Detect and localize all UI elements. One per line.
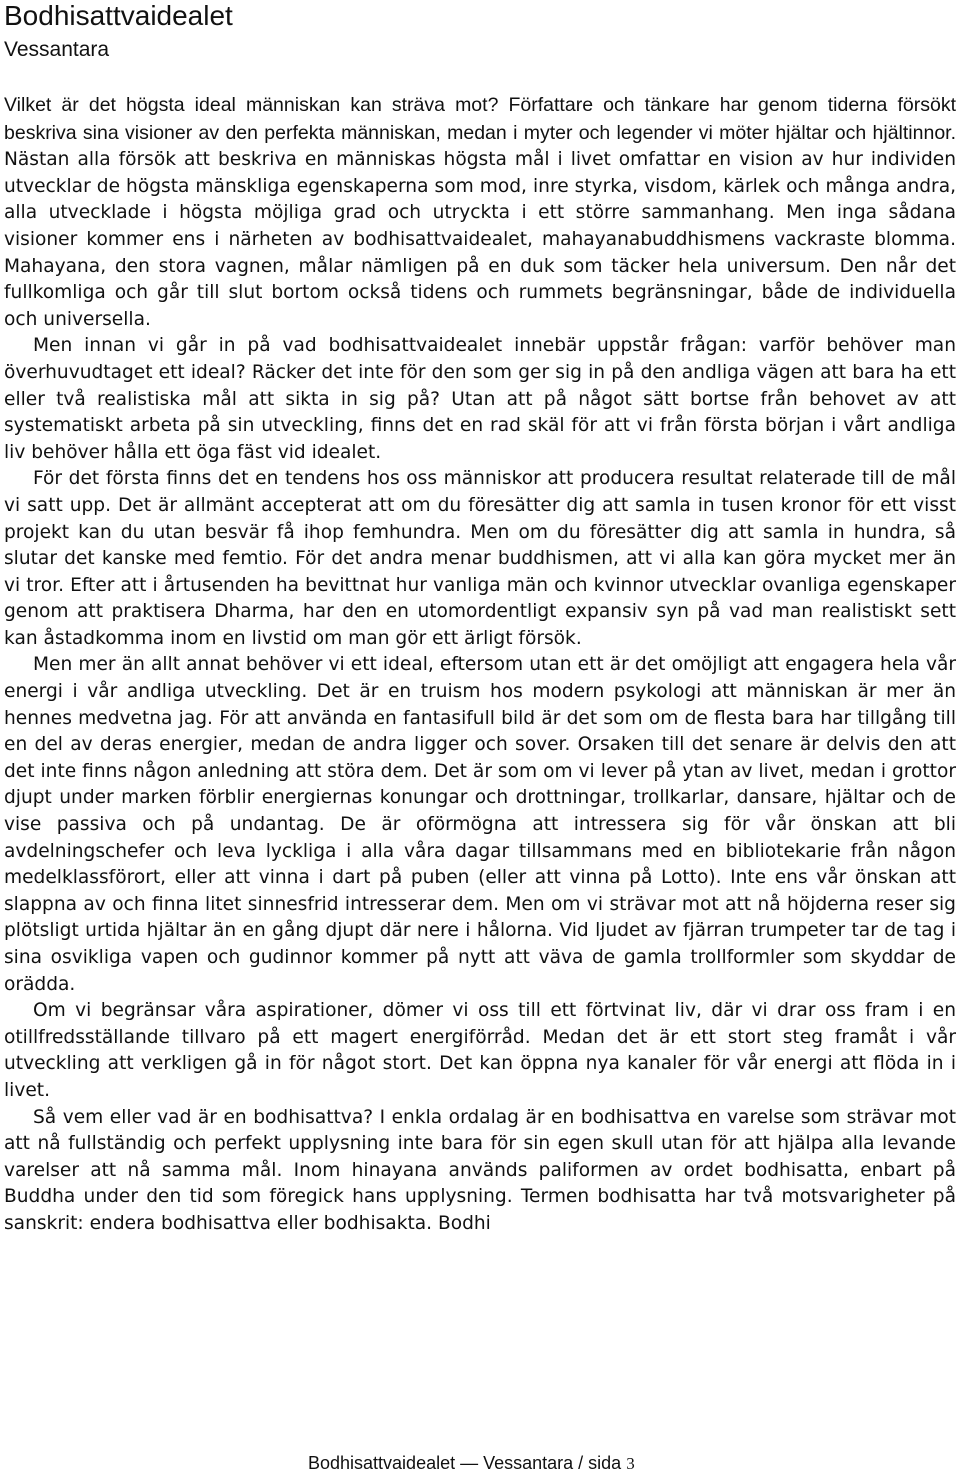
document-page [4, 0, 956, 1238]
paragraph-5: Om vi begränsar våra aspirationer, dömer vi oss till ett förtvinat liv, där vi drar oss fram i en otillfredsställande tillvaro på ett magert energiförråd. Medan det är ett stort steg framåt i vår utveckling att verkligen gå in för något stort. Det kan öppna nya kanaler för vår energi att flöda in i livet. [4, 1000, 956, 1101]
paragraph-3: För det första finns det en tendens hos oss människor att producera resultat relaterade till de mål vi satt upp. Det är allmänt accepterat att om du föresätter dig att samla in tusen kronor för ett visst projekt kan du utan besvär få ihop femhundra. Men om du föresätter dig att samla in hundra, så slutar det kanske med femtio. För det andra menar buddhismen, att vi alla kan göra mycket mer än vi tror. Efter att i årtusenden ha bevittnat hur vanliga män och kvinnor utvecklar ovanliga egenskaper genom att praktisera Dharma, har den en utomordentligt expansiv syn på vad man realistiskt sett kan åstadkomma inom en livstid om man gör ett ärligt försök. [4, 468, 956, 649]
paragraph-1 [4, 92, 956, 333]
document-author: Vessantara [4, 38, 110, 61]
paragraph-4: Men mer än allt annat behöver vi ett ideal, eftersom utan ett är det omöjligt att engagera hela vår energi i vår andliga utveckling. Det är en truism hos modern psykologi att människan är mer än hennes medvetna jag. För att använda en fantasifull bild är det som om de flesta bara har tillgång till en del av deras energier, medan de andra ligger och sover. Orsaken till det senare är delvis den att det inte finns någon anledning att störa dem. Det är som om vi lever på ytan av livet, medan i grottor djupt under marken förblir energiernas konungar och drottningar, trollkarlar, dansare, hjältar och de vise passiva och på undantag. De är oförmögna att intressera sig för vår önskan att bli avdelningschefer och leva lyckliga i alla våra dagar tillsammans med en bibliotekarie från någon medelklassförort, eller att vinna i dart på puben (eller att vinna på Lotto). Inte ens vår önskan att slappna av och finna litet sinnesfrid intresserar dem. Men om vi strävar mot att nå höjderna reser sig plötsligt urtida hjältar än en gång djupt där nere i hålorna. Vid ljudet av fjärran trumpeter tar de tag i sina osvikliga vapen och gudinnor kommer på nytt att väva de gamla trollformler som skyddar de orädda. [4, 654, 956, 995]
paragraph-2: Men innan vi går in på vad bodhisattvaidealet innebär uppstår frågan: varför behöver man överhuvudtaget ett ideal? Räcker det inte för den som ger sig in på den andliga vägen att bara ha ett eller två realistiska mål att sikta in sig på? Utan att på något sätt bortse från behovet av att systematiskt arbeta på sin utveckling, finns det en rad skäl för att vi från första början i vårt andliga liv behöver hålla ett öga fäst vid idealet. [4, 335, 956, 463]
page-number: 3 [626, 1454, 635, 1473]
paragraph-1-lead: Vilket är det högsta ideal människan kan sträva mot? Författare och tänkare har genom tiderna försökt beskriva sina visioner av den perfekta människan, medan i myter och legender vi möter hjältar och hjältinnor. [4, 94, 956, 144]
footer-label: Bodhisattvaidealet — Vessantara / sida [308, 1453, 622, 1473]
paragraph-1-text: Nästan alla försök att beskriva en människas högsta mål i livet omfattar en vision av hur individen utvecklar de högsta mänskliga egenskaperna som mod, inre styrka, visdom, kärlek och många andra, alla utvecklade i högsta möjliga grad och utryckta i ett större sammanhang. Men inga sådana visioner kommer ens i närheten av bodhisattvaidealet, mahayanabuddhismens vackraste blomma. Mahayana, den stora vagnen, målar nämligen på en duk som täcker hela universum. Den når det fullkomliga och går till slut bortom också tidens och rummets begränsningar, både de individuella och universella. [4, 149, 956, 330]
page-footer [308, 1452, 635, 1475]
paragraph-6: Så vem eller vad är en bodhisattva? I enkla ordalag är en bodhisattva en varelse som strävar mot att nå fullständig och perfekt upplysning inte bara för sin egen skull utan för att hjälpa alla levande varelser att nå samma mål. Inom hinayana används paliformen av ordet bodhisatta, enbart på Buddha under den tid som föregick hans upplysning. Termen bodhisatta har två motsvarigheter på sanskrit: endera bodhisattva eller bodhisakta. Bodhi [4, 1106, 956, 1234]
document-title: Bodhisattvaidealet [4, 0, 233, 31]
document-body [4, 92, 956, 1238]
